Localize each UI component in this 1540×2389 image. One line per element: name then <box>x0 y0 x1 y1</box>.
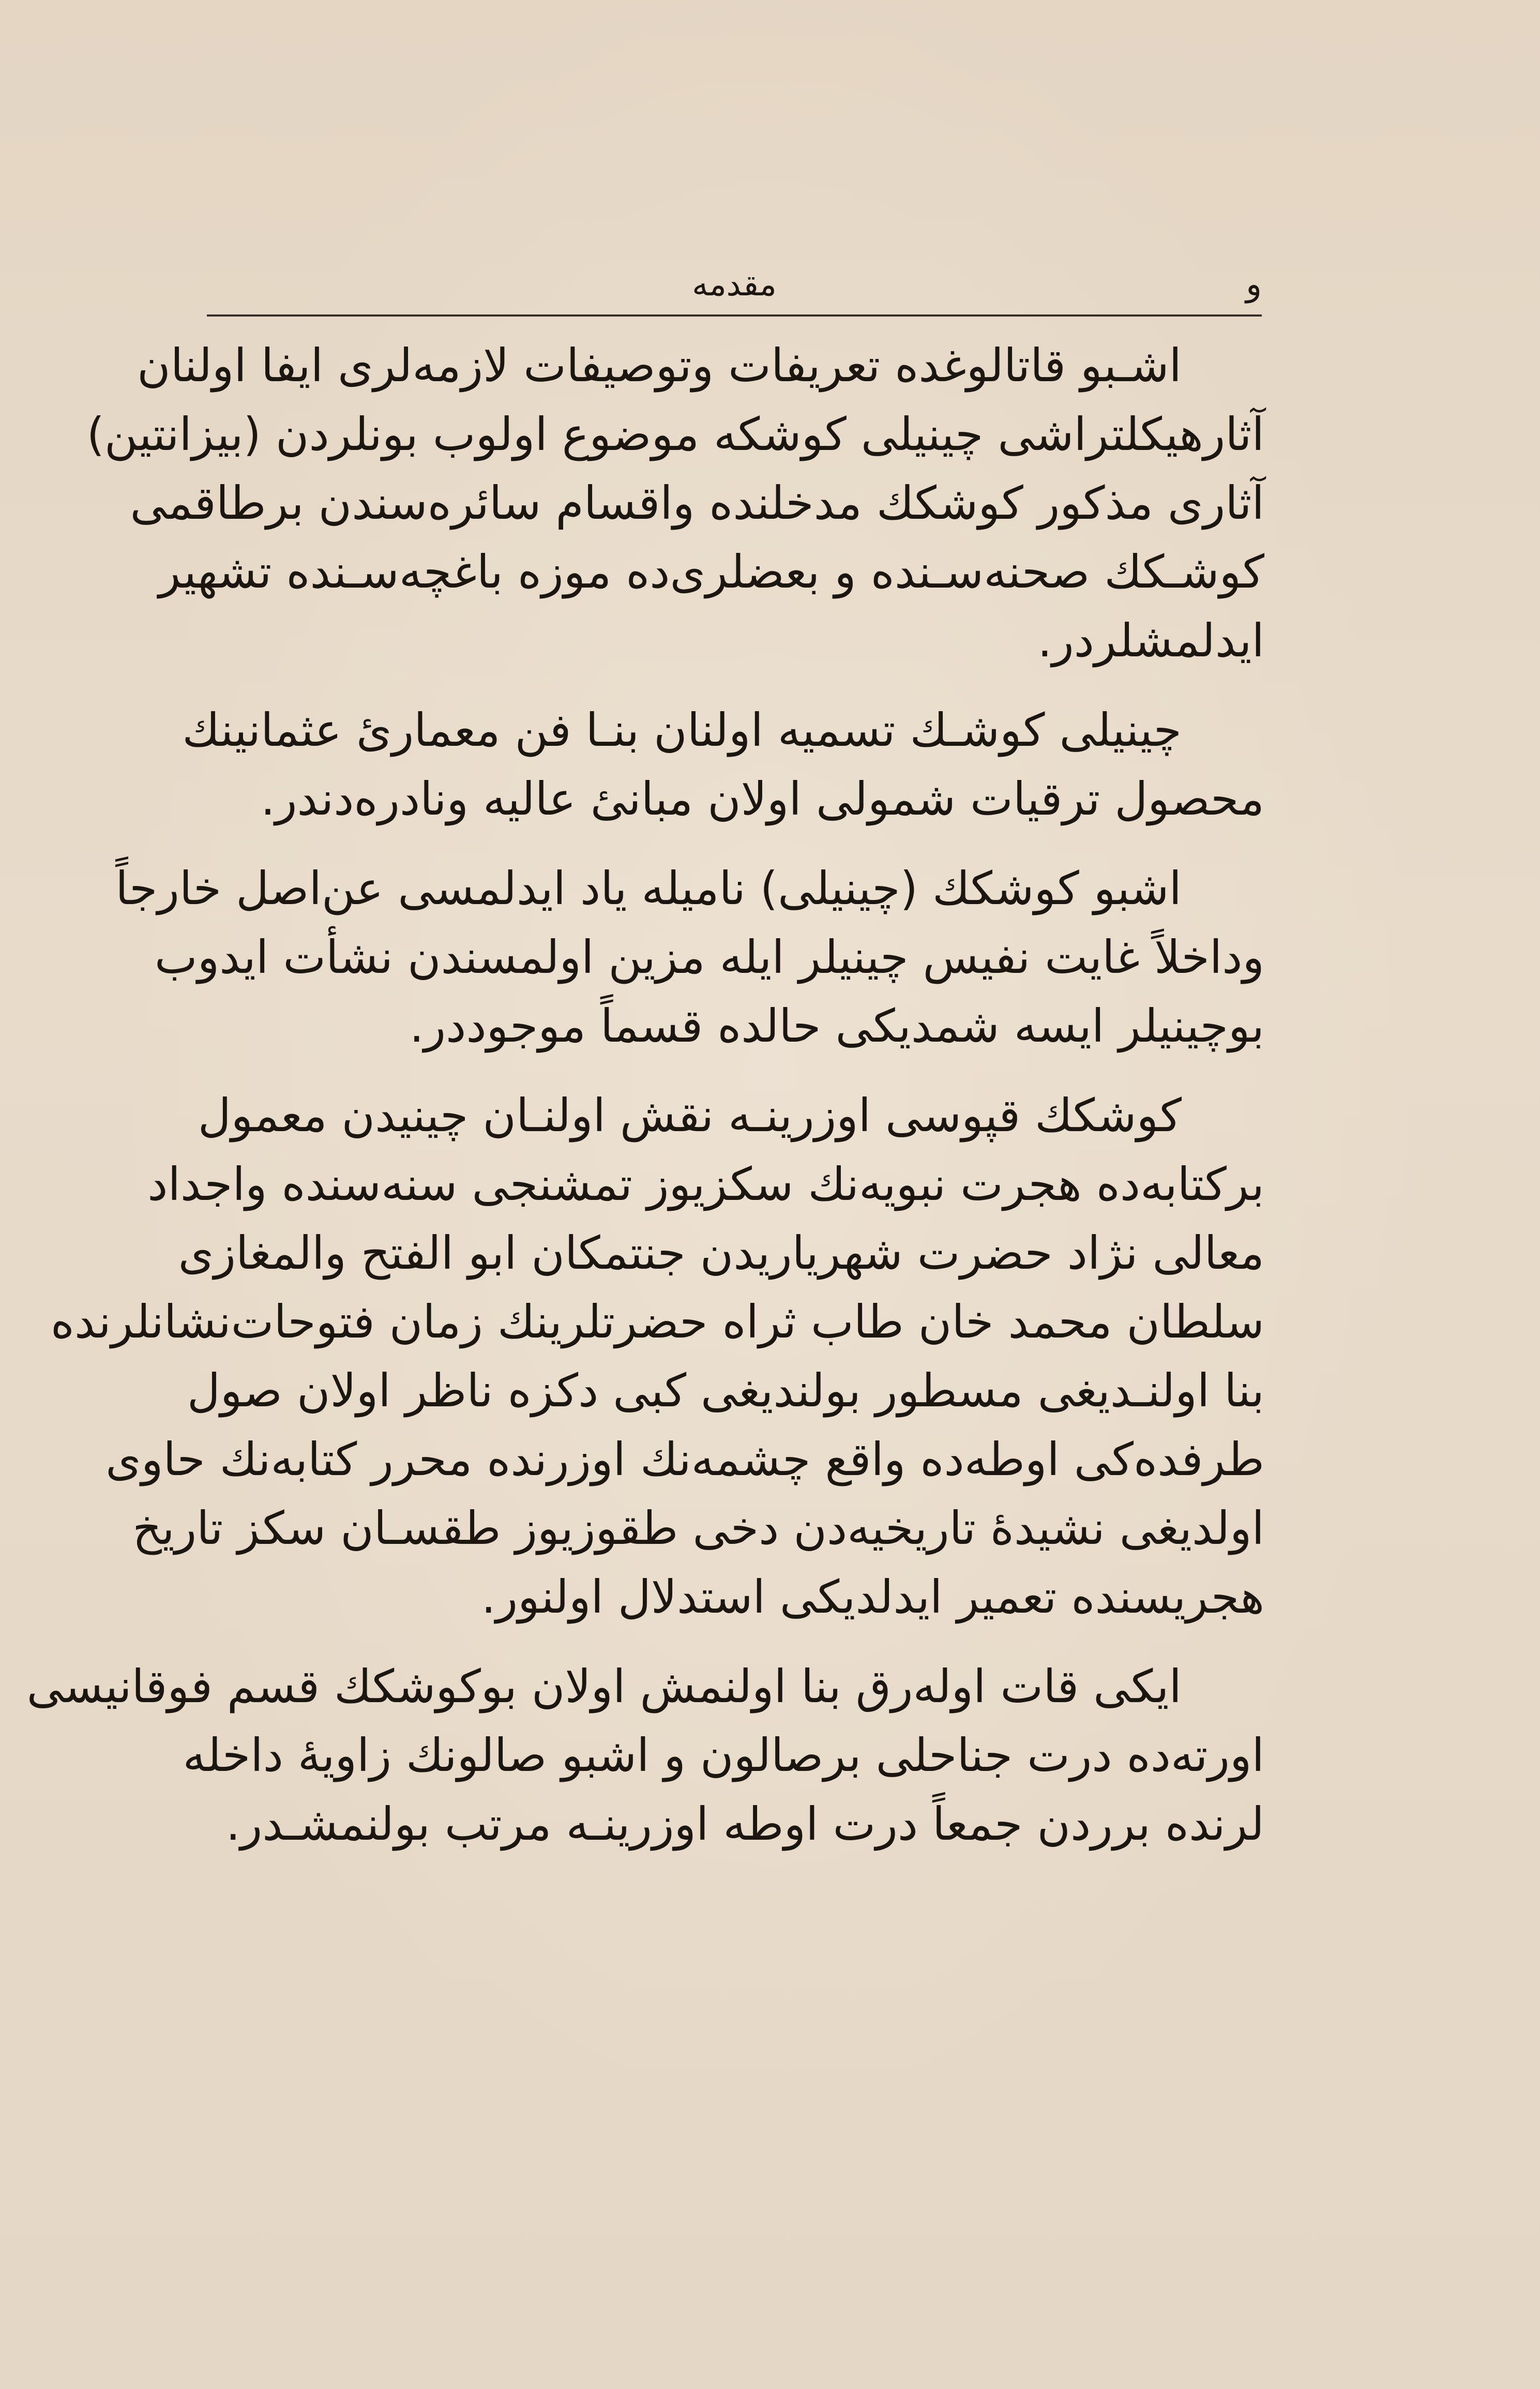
page-number: و <box>1246 265 1262 304</box>
text-line: لرنده برردن جمعاً درت اوطه اوزرينـه مرتب بولنمشـدر. <box>225 1797 1264 1851</box>
paragraph-5 <box>26 1652 1264 1858</box>
text-line: وداخلاً غايت نفيس چينيلر ايله مزين اولمسندن نشأت ايدوب <box>154 930 1264 984</box>
text-line: بنا اولنـديغى مسطور بولنديغى كبى دكزه ناظر اولان صول <box>187 1364 1264 1417</box>
header-rule <box>207 314 1262 317</box>
text-line: طرفده‌كى اوطه‌ده واقع چشمه‌نك اوزرنده محرر كتابه‌نك حاوى <box>105 1433 1264 1486</box>
body-text <box>26 331 1264 1858</box>
text-line: اولديغى نشيدهٔ تاريخيه‌دن دخى طقوزيوز طقسـان سكز تاريخ <box>132 1501 1264 1555</box>
text-line: هجريسنده تعمير ايدلديكى استدلال اولنور. <box>481 1570 1264 1624</box>
text-line: محصول ترقيات شمولى اولان مبانىٔ عاليه ونادره‌دندر. <box>261 772 1264 825</box>
text-line: كوشكك قپوسى اوزرينـه نقش اولنـان چينيدن معمول <box>198 1089 1182 1142</box>
text-line: بوچينيلر ايسه شمديكى حالده قسماً موجوددر. <box>409 999 1264 1053</box>
paragraph-1 <box>86 331 1264 675</box>
paragraph-3 <box>115 854 1264 1060</box>
paragraph-4 <box>50 1081 1264 1631</box>
text-line: آثارهيكلتراشى چينيلى كوشكه موضوع اولوب بونلردن (بيزانتين) <box>86 408 1264 461</box>
text-line: ايدلمشلردر. <box>1037 614 1264 667</box>
page-header <box>207 253 1262 315</box>
text-line: معالى نژاد حضرت شهرياريدن جنتمكان ابو الفتح والمغازى <box>178 1226 1264 1280</box>
running-title: مقدمه <box>692 265 777 303</box>
paragraph-2 <box>182 696 1264 833</box>
text-line: اورته‌ده درت جناحلى برصالون و اشبو صالونك زاويهٔ داخله‌ <box>183 1729 1264 1782</box>
text-line: اشـبو قاتالوغده تعريفات وتوصيفات لازمه‌لرى ايفا اولنان <box>137 339 1182 392</box>
text-line: بركتابه‌ده هجرت نبويه‌نك سكزيوز تمشنجى سنه‌سنده واجداد <box>147 1158 1264 1211</box>
text-line: چينيلى كوشـك تسميه اولنان بنـا فن معمارىٔ عثمانينك <box>182 703 1182 757</box>
text-line: سلطان محمد خان طاب ثراه حضرتلرينك زمان فتوحات‌نشانلرنده <box>50 1295 1264 1348</box>
text-line: اشبو كوشكك (چينيلى) ناميله ياد ايدلمسى عن‌اصل خارجاً <box>115 862 1182 915</box>
text-line: ايكى قات اوله‌رق بنا اولنمش اولان بوكوشكك قسم فوقانيسى <box>26 1660 1182 1713</box>
text-line: آثارى مذكور كوشكك مدخلنده واقسام سائره‌سندن برطاقمى <box>130 476 1264 530</box>
text-line: كوشـكك صحنه‌سـنده و بعضلرى‌ده موزه باغچه‌سـنده تشهير <box>158 545 1264 598</box>
